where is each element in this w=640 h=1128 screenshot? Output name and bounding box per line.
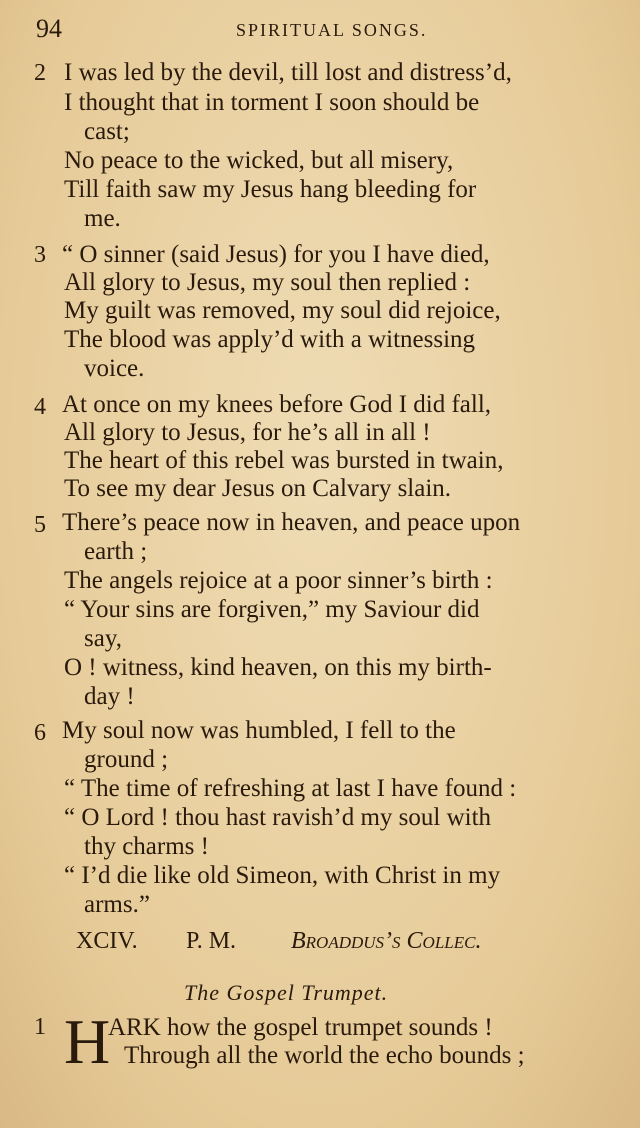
verse-line: cast; xyxy=(84,118,130,145)
page-number: 94 xyxy=(36,14,62,43)
verse-line: voice. xyxy=(84,355,145,382)
verse-number: 2 xyxy=(34,60,46,86)
verse-line: “ The time of refreshing at last I have found : xyxy=(64,775,517,802)
verse-line: I was led by the devil, till lost and distress’d, xyxy=(64,59,512,86)
running-head: SPIRITUAL SONGS. xyxy=(236,20,428,40)
verse-number: 5 xyxy=(34,512,46,538)
hymn-source: Broaddus’s Collec. xyxy=(291,928,482,954)
verse-number: 4 xyxy=(34,394,46,420)
verse-line: “ Your sins are forgiven,” my Saviour did xyxy=(64,596,480,623)
verse-line: day ! xyxy=(84,683,135,710)
verse-line: The angels rejoice at a poor sinner’s birth : xyxy=(64,567,493,594)
verse-line: ARK how the gospel trumpet sounds ! xyxy=(108,1014,493,1041)
verse-line: The blood was apply’d with a witnessing xyxy=(64,326,476,353)
verse-line: “ I’d die like old Simeon, with Christ in my xyxy=(64,862,501,889)
verse-line: thy charms ! xyxy=(84,833,209,860)
verse-line: say, xyxy=(84,625,122,652)
hymn-meter: P. M. xyxy=(186,928,237,954)
verse-line: Through all the world the echo bounds ; xyxy=(124,1042,525,1069)
hymn-heading xyxy=(76,928,482,955)
verse-line: “ O Lord ! thou hast ravish’d my soul with xyxy=(64,804,492,831)
verse-line: All glory to Jesus, my soul then replied : xyxy=(64,269,471,296)
verse-number: 3 xyxy=(34,242,46,268)
verse-line: All glory to Jesus, for he’s all in all ! xyxy=(64,419,431,446)
verse-line: Till faith saw my Jesus hang bleeding for xyxy=(64,176,477,203)
verse-line: me. xyxy=(84,205,121,232)
verse-line: My soul now was humbled, I fell to the xyxy=(62,717,456,744)
verse-line: “ O sinner (said Jesus) for you I have died, xyxy=(62,241,490,268)
hymn-number: XCIV. xyxy=(76,928,138,954)
hymn-title: The Gospel Trumpet. xyxy=(184,980,389,1005)
verse-number: 1 xyxy=(34,1014,46,1040)
verse-number: 6 xyxy=(34,720,46,746)
verse-line: O ! witness, kind heaven, on this my birth- xyxy=(64,654,492,681)
page-header xyxy=(36,14,600,50)
verse-line: No peace to the wicked, but all misery, xyxy=(64,147,454,174)
verse-line: I thought that in torment I soon should be xyxy=(64,89,480,116)
verse-line: My guilt was removed, my soul did rejoice, xyxy=(64,297,501,324)
verse-line: earth ; xyxy=(84,538,148,565)
verse-line: The heart of this rebel was bursted in twain, xyxy=(64,447,504,474)
verse-line: There’s peace now in heaven, and peace upon xyxy=(62,509,521,536)
verse-line: At once on my knees before God I did fall, xyxy=(62,391,492,418)
verse-line: To see my dear Jesus on Calvary slain. xyxy=(64,475,452,502)
verse-line: arms.” xyxy=(84,891,150,918)
drop-cap: H xyxy=(64,1006,111,1077)
verse-line: ground ; xyxy=(84,746,169,773)
